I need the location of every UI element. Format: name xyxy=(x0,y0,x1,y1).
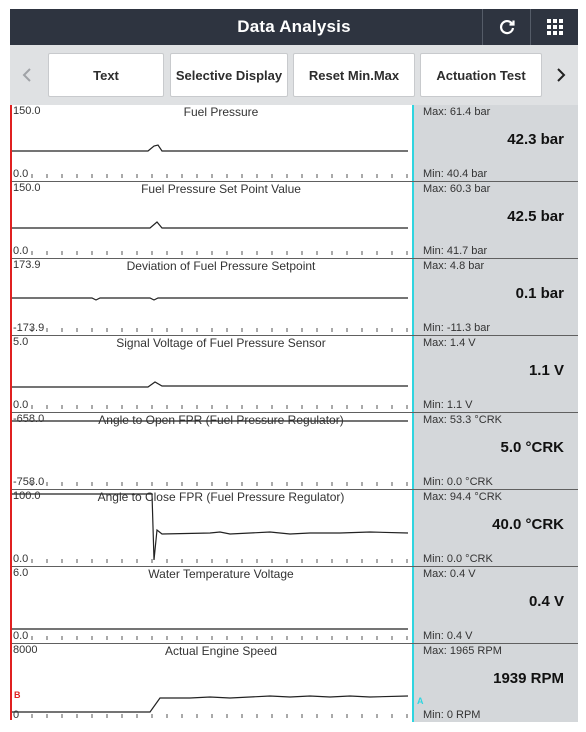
graph-ticks xyxy=(32,251,407,255)
current-value: 42.5 bar xyxy=(507,208,564,225)
graph-ticks xyxy=(32,405,407,409)
trend-line xyxy=(10,298,408,300)
axis-min-label: 0.0 xyxy=(13,553,29,565)
trend-line xyxy=(10,222,408,228)
graph-area xyxy=(10,105,412,181)
max-value: Max: 4.8 bar xyxy=(423,260,485,272)
current-value: 0.1 bar xyxy=(515,285,564,302)
min-value: Min: -11.3 bar xyxy=(423,322,491,334)
max-value: Max: 60.3 bar xyxy=(423,183,491,195)
axis-max-label: 150.0 xyxy=(13,105,41,117)
min-value: Min: 0.4 V xyxy=(423,630,473,642)
current-value: 40.0 °CRK xyxy=(492,516,564,533)
axis-max-label: 100.0 xyxy=(13,490,41,502)
chevron-right-icon xyxy=(555,67,567,83)
graph-area xyxy=(10,644,412,722)
scroll-left-button[interactable] xyxy=(12,53,42,97)
axis-max-label: 173.9 xyxy=(13,259,41,271)
max-value: Max: 94.4 °CRK xyxy=(423,491,502,503)
current-value: 0.4 V xyxy=(528,593,564,610)
max-value: Max: 1965 RPM xyxy=(423,645,502,657)
parameter-name: Deviation of Fuel Pressure Setpoint xyxy=(126,259,316,273)
trend-line xyxy=(10,696,408,712)
axis-min-label: -758.0 xyxy=(13,476,45,488)
cursor-a-marker: A xyxy=(417,696,424,706)
axis-min-label: 0.0 xyxy=(13,630,29,642)
graph-ticks xyxy=(32,482,407,486)
cursor-b-line[interactable] xyxy=(10,105,12,720)
text-button[interactable]: Text xyxy=(48,53,164,97)
axis-max-label: 5.0 xyxy=(13,336,29,348)
value-panel xyxy=(412,182,578,258)
graph-area xyxy=(10,567,412,643)
parameter-name: Angle to Close FPR (Fuel Pressure Regulator) xyxy=(97,490,345,504)
title-bar xyxy=(10,9,578,45)
graph-area xyxy=(10,490,412,566)
graph-area xyxy=(10,413,412,489)
current-value: 42.3 bar xyxy=(507,131,564,148)
graph-area xyxy=(10,259,412,335)
value-panel xyxy=(412,413,578,489)
axis-min-label: 0 xyxy=(13,709,20,721)
function-toolbar xyxy=(10,45,578,105)
value-panel xyxy=(412,490,578,566)
actuation-test-button[interactable]: Actuation Test xyxy=(420,53,542,97)
current-value: 1.1 V xyxy=(528,362,564,379)
page-title: Data Analysis xyxy=(237,17,351,36)
parameter-name: Actual Engine Speed xyxy=(164,644,278,658)
parameter-name: Water Temperature Voltage xyxy=(148,567,294,581)
axis-max-label: 150.0 xyxy=(13,182,41,194)
data-row-angle-to-open-fpr[interactable] xyxy=(10,413,578,490)
max-value: Max: 1.4 V xyxy=(423,337,476,349)
min-value: Min: 1.1 V xyxy=(423,399,473,411)
selective-display-button[interactable]: Selective Display xyxy=(170,53,288,97)
data-row-fuel-pressure-set-point[interactable] xyxy=(10,182,578,259)
axis-min-label: 0.0 xyxy=(13,245,29,257)
cursor-b-marker: B xyxy=(14,690,21,700)
graph-area xyxy=(10,336,412,412)
graph-ticks xyxy=(32,559,407,563)
scroll-right-button[interactable] xyxy=(546,53,576,97)
graph-ticks xyxy=(32,714,407,718)
parameter-name: Signal Voltage of Fuel Pressure Sensor xyxy=(116,336,326,350)
value-panel xyxy=(412,644,578,722)
min-value: Min: 0 RPM xyxy=(423,709,481,721)
value-panel xyxy=(412,567,578,643)
min-value: Min: 41.7 bar xyxy=(423,245,488,257)
data-row-signal-voltage-fuel-pressure-sensor[interactable] xyxy=(10,336,578,413)
graph-ticks xyxy=(32,636,407,640)
trend-line xyxy=(10,382,408,387)
refresh-button[interactable] xyxy=(482,9,530,45)
grid-menu-button[interactable] xyxy=(530,9,578,45)
axis-min-label: 0.0 xyxy=(13,168,29,180)
max-value: Max: 53.3 °CRK xyxy=(423,414,502,426)
value-panel xyxy=(412,105,578,181)
max-value: Max: 0.4 V xyxy=(423,568,476,580)
chevron-left-icon xyxy=(21,67,33,83)
reset-min-max-button[interactable]: Reset Min.Max xyxy=(293,53,415,97)
grid-menu-icon xyxy=(546,18,564,36)
data-row-water-temperature-voltage[interactable] xyxy=(10,567,578,644)
axis-max-label: 8000 xyxy=(13,644,38,656)
data-row-actual-engine-speed[interactable] xyxy=(10,644,578,722)
parameter-name: Angle to Open FPR (Fuel Pressure Regulator) xyxy=(98,413,344,427)
min-value: Min: 40.4 bar xyxy=(423,168,488,180)
trend-line xyxy=(10,145,408,151)
refresh-icon xyxy=(497,17,517,37)
axis-min-label: -173.9 xyxy=(13,322,45,334)
parameter-name: Fuel Pressure Set Point Value xyxy=(141,182,301,196)
data-row-fuel-pressure[interactable] xyxy=(10,105,578,182)
graph-ticks xyxy=(32,174,407,178)
min-value: Min: 0.0 °CRK xyxy=(423,476,493,488)
max-value: Max: 61.4 bar xyxy=(423,106,491,118)
current-value: 1939 RPM xyxy=(493,670,564,687)
data-row-angle-to-close-fpr[interactable] xyxy=(10,490,578,567)
graph-ticks xyxy=(32,328,407,332)
axis-max-label: -658.0 xyxy=(13,413,45,425)
value-panel xyxy=(412,259,578,335)
axis-max-label: 6.0 xyxy=(13,567,29,579)
value-panel xyxy=(412,336,578,412)
current-value: 5.0 °CRK xyxy=(500,439,564,456)
min-value: Min: 0.0 °CRK xyxy=(423,553,493,565)
parameter-name: Fuel Pressure xyxy=(183,105,259,119)
data-row-deviation-fuel-pressure-setpoint[interactable] xyxy=(10,259,578,336)
axis-min-label: 0.0 xyxy=(13,399,29,411)
data-stream-list xyxy=(10,105,578,722)
graph-area xyxy=(10,182,412,258)
